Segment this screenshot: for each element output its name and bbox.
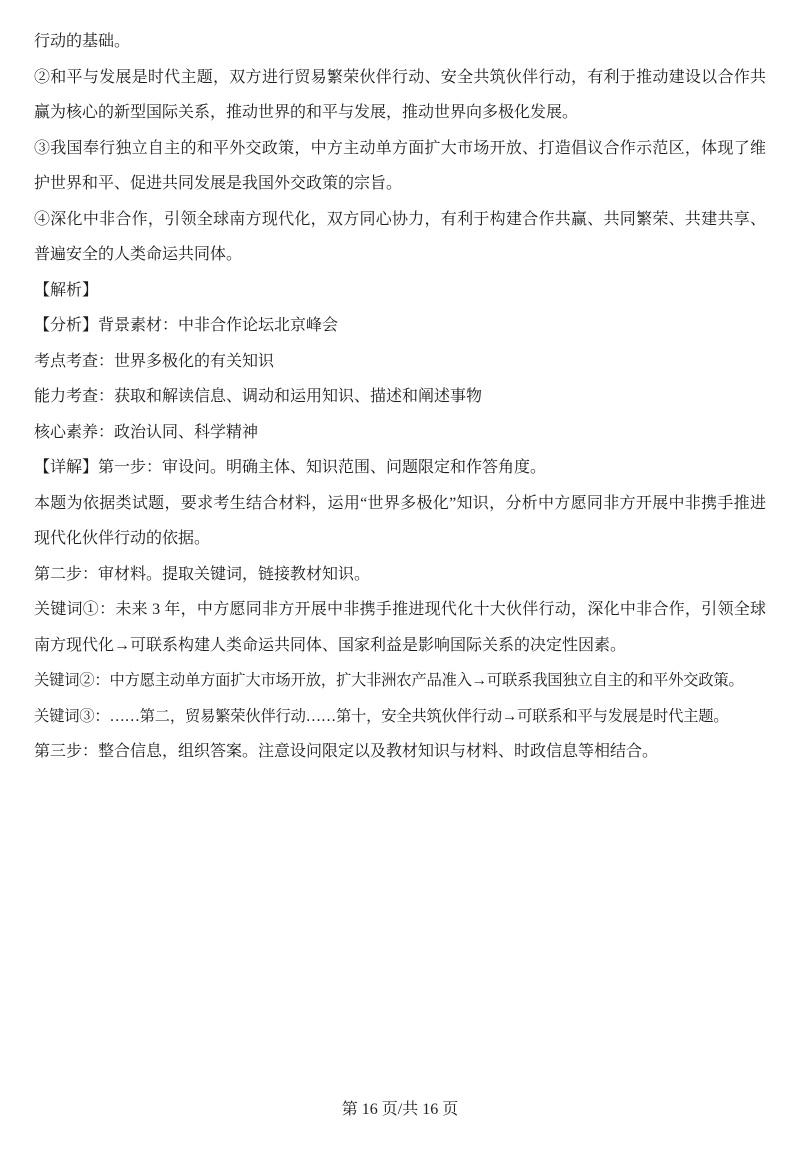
document-body bbox=[34, 24, 766, 770]
paragraph-ability: 能力考查：获取和解读信息、调动和运用知识、描述和阐述事物 bbox=[34, 388, 483, 405]
section-label-jiexi: 【解析】 bbox=[34, 281, 99, 299]
page-number-footer: 第 16 页/共 16 页 bbox=[341, 1101, 459, 1118]
paragraph-core-literacy: 核心素养：政治认同、科学精神 bbox=[34, 423, 259, 441]
paragraph-question-type: 本题为依据类试题，要求考生结合材料，运用“世界多极化”知识，分析中方愿同非方开展中非携手推进现代化伙伴行动的依据。 bbox=[34, 494, 766, 547]
paragraph-xiangjie-step1: 【详解】第一步：审设问。明确主体、知识范围、问题限定和作答角度。 bbox=[34, 459, 547, 476]
paragraph-answer-point-2: ②和平与发展是时代主题，双方进行贸易繁荣伙伴行动、安全共筑伙伴行动，有利于推动建设以合作共赢为核心的新型国际关系，推动世界的和平与发展，推动世界向多极化发展。 bbox=[34, 68, 766, 121]
paragraph-step3: 第三步：整合信息，组织答案。注意设问限定以及教材知识与材料、时政信息等相结合。 bbox=[34, 743, 659, 760]
paragraph-keyword-2: 关键词②：中方愿主动单方面扩大市场开放，扩大非洲农产品准入→可联系我国独立自主的和平外交政策。 bbox=[34, 672, 744, 689]
paragraph-continuation: 行动的基础。 bbox=[34, 33, 131, 50]
paragraph-keyword-3: 关键词③：……第二，贸易繁荣伙伴行动……第十，安全共筑伙伴行动→可联系和平与发展是时代主题。 bbox=[34, 707, 729, 725]
paragraph-fenxi-background: 【分析】背景素材：中非合作论坛北京峰会 bbox=[34, 317, 339, 334]
paragraph-step2: 第二步：审材料。提取关键词，链接教材知识。 bbox=[34, 565, 371, 583]
paragraph-keyword-1: 关键词①：未来 3 年，中方愿同非方开展中非携手推进现代化十大伙伴行动，深化中非合作，引领全球南方现代化→可联系构建人类命运共同体、国家利益是影响国际关系的决定性因素。 bbox=[34, 601, 766, 654]
paragraph-exam-point: 考点考查：世界多极化的有关知识 bbox=[34, 352, 275, 370]
paragraph-answer-point-3: ③我国奉行独立自主的和平外交政策，中方主动单方面扩大市场开放、打造倡议合作示范区，体现了维护世界和平、促进共同发展是我国外交政策的宗旨。 bbox=[34, 139, 766, 192]
paragraph-answer-point-4: ④深化中非合作，引领全球南方现代化，双方同心协力，有利于构建合作共赢、共同繁荣、共建共享、普遍安全的人类命运共同体。 bbox=[34, 210, 766, 263]
